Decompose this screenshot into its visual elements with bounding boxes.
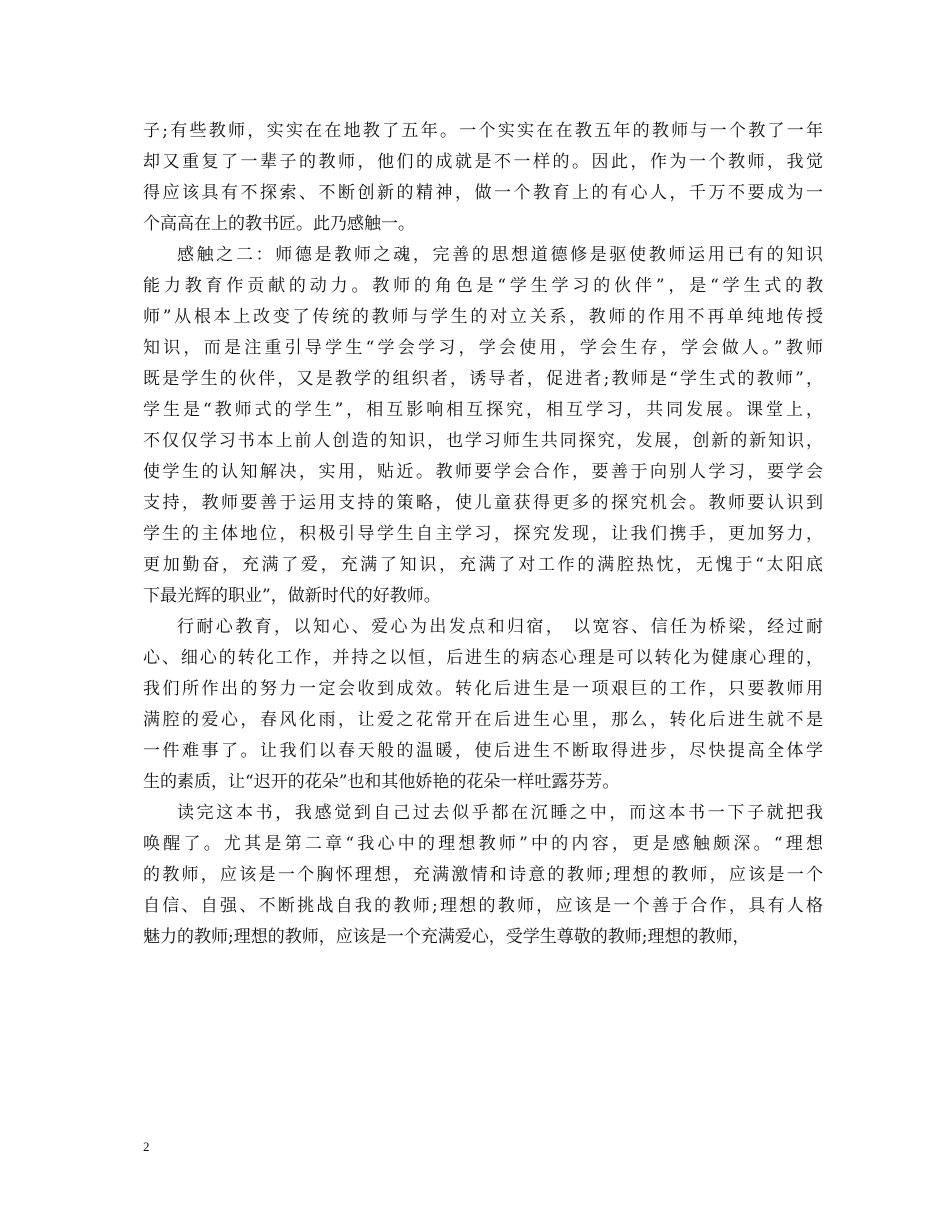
text-line: 子;有些教师，实实在在地教了五年。一个实实在在教五年的教师与一个教了一年 (143, 121, 823, 141)
text-line: 知识，而是注重引导学生“学会学习，学会使用，学会生存，学会做人。”教师 (143, 338, 823, 358)
text-line: 行耐心教育，以知心、爱心为出发点和归宿， 以宽容、信任为桥梁，经过耐 (177, 617, 823, 637)
text-line: 却又重复了一辈子的教师，他们的成就是不一样的。因此，作为一个教师，我觉 (143, 152, 823, 172)
text-line: 能力教育作贡献的动力。教师的角色是“学生学习的伙伴”，是“学生式的教 (143, 276, 823, 296)
text-line: 既是学生的伙伴，又是教学的组织者，诱导者，促进者;教师是“学生式的教师”， (143, 369, 823, 389)
text-line: 支持，教师要善于运用支持的策略，使儿童获得更多的探究机会。教师要认识到 (143, 493, 823, 513)
text-line: 下最光辉的职业”，做新时代的好教师。 (143, 586, 441, 606)
text-line: 学生是“教师式的学生”，相互影响相互探究，相互学习，共同发展。课堂上， (143, 400, 823, 420)
text-line: 一件难事了。让我们以春天般的温暖，使后进生不断取得进步，尽快提高全体学 (143, 741, 823, 761)
text-line: 不仅仅学习书本上前人创造的知识，也学习师生共同探究，发展，创新的新知识， (143, 431, 823, 451)
page-number: 2 (143, 1139, 150, 1154)
paragraph (143, 798, 823, 953)
paragraph (143, 240, 823, 612)
text-line: 师”从根本上改变了传统的教师与学生的对立关系，教师的作用不再单纯地传授 (143, 307, 823, 327)
text-line: 个高高在上的教书匠。此乃感触一。 (143, 214, 415, 234)
text-line: 更加勤奋，充满了爱，充满了知识，充满了对工作的满腔热忱，无愧于“太阳底 (143, 555, 823, 575)
text-line: 心、细心的转化工作，并持之以恒，后进生的病态心理是可以转化为健康心理的， (143, 648, 823, 668)
text-line: 我们所作出的努力一定会收到成效。转化后进生是一项艰巨的工作，只要教师用 (143, 679, 823, 699)
document-body (143, 116, 823, 953)
text-line: 感触之二：师德是教师之魂，完善的思想道德修是驱使教师运用已有的知识 (177, 245, 823, 265)
text-line: 满腔的爱心，春风化雨，让爱之花常开在后进生心里，那么，转化后进生就不是 (143, 710, 823, 730)
text-line: 自信、自强、不断挑战自我的教师;理想的教师，应该是一个善于合作，具有人格 (143, 896, 823, 916)
text-line: 的教师，应该是一个胸怀理想，充满激情和诗意的教师;理想的教师，应该是一个 (143, 865, 823, 885)
paragraph (143, 612, 823, 798)
text-line: 读完这本书，我感觉到自己过去似乎都在沉睡之中，而这本书一下子就把我 (177, 803, 823, 823)
paragraph (143, 116, 823, 240)
text-line: 得应该具有不探索、不断创新的精神，做一个教育上的有心人，千万不要成为一 (143, 183, 823, 203)
text-line: 唤醒了。尤其是第二章“我心中的理想教师”中的内容，更是感触颇深。“理想 (143, 834, 823, 854)
text-line: 魅力的教师;理想的教师，应该是一个充满爱心，受学生尊敬的教师;理想的教师， (143, 927, 750, 947)
text-line: 生的素质，让“迟开的花朵”也和其他娇艳的花朵一样吐露芬芳。 (143, 772, 620, 792)
text-line: 使学生的认知解决，实用，贴近。教师要学会合作，要善于向别人学习，要学会 (143, 462, 823, 482)
text-line: 学生的主体地位，积极引导学生自主学习，探究发现，让我们携手，更加努力， (143, 524, 823, 544)
